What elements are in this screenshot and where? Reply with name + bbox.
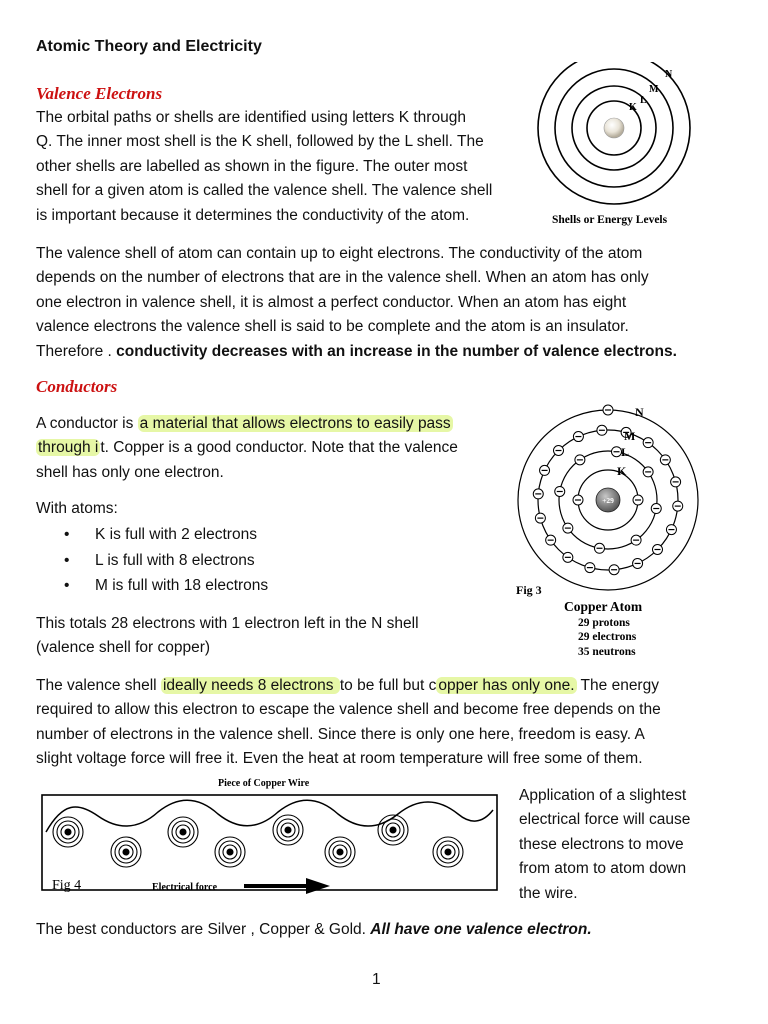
copper-electrons: 29 electrons <box>578 631 637 643</box>
text-span: A conductor is <box>36 415 138 432</box>
text-span: to be full but c <box>339 677 437 694</box>
shells-figure <box>530 62 700 242</box>
text-span: The best conductors are Silver , Copper & Gold. <box>36 921 371 938</box>
nucleus <box>604 118 624 138</box>
text-line: these electrons to move <box>519 835 684 853</box>
shell-label-k: K <box>629 102 637 113</box>
wire-atom-ring <box>123 849 129 855</box>
text-line <box>36 412 506 436</box>
best-conductors-line <box>36 918 736 942</box>
page-number: 1 <box>372 971 381 988</box>
text-line <box>36 436 506 460</box>
text-line: The orbital paths or shells are identified using letters K through <box>36 109 466 126</box>
figure-caption: Shells or Energy Levels <box>552 214 668 226</box>
list-item: • M is full with 18 electrons <box>36 573 268 599</box>
text-line: the wire. <box>519 884 578 902</box>
conductor-paragraph-1 <box>36 412 506 485</box>
section-heading-conductors: Conductors <box>36 377 118 396</box>
with-atoms-label: With atoms: <box>36 500 118 517</box>
text-line: number of electrons in the valence shell. Since there is only one here, freedom is easy. A <box>36 725 645 743</box>
wire-outline <box>42 795 497 890</box>
text-line <box>36 674 736 698</box>
bold-italic-note: All have one valence electron. <box>370 921 592 938</box>
page-title: Atomic Theory and Electricity <box>36 38 262 55</box>
text-line: electrical force will cause <box>519 811 691 829</box>
highlight: through i <box>38 439 99 457</box>
fig3-label: Fig 3 <box>516 583 542 597</box>
list-item: • L is full with 8 electrons <box>36 548 268 574</box>
nucleus-charge: +29 <box>602 496 614 505</box>
conductor-paragraph-3 <box>36 674 736 772</box>
wire-atom-ring <box>227 849 233 855</box>
copper-label-k: K <box>617 464 627 478</box>
bold-conclusion: conductivity decreases with an increase in the number of valence electrons. <box>116 342 677 360</box>
shell-capacity-list <box>36 522 268 599</box>
copper-wire-figure <box>38 772 504 902</box>
text-line: from atom to atom down <box>519 860 687 878</box>
application-paragraph <box>519 784 739 906</box>
shell-label-l: L <box>640 95 647 106</box>
section-heading-valence: Valence Electrons <box>36 84 163 103</box>
fig4-label: Fig 4 <box>52 878 82 893</box>
valence-paragraph-1 <box>36 106 526 228</box>
text-span: The energy <box>576 677 659 694</box>
copper-title: Copper Atom <box>564 599 643 614</box>
text-line: is important because it determines the conductivity of the atom. <box>36 206 470 224</box>
electron-path <box>46 800 493 832</box>
text-line: The valence shell of atom can contain up to eight electrons. The conductivity of the atom <box>36 245 643 262</box>
text-line: Application of a slightest <box>519 787 687 804</box>
text-line: one electron in valence shell, it is almost a perfect conductor. When an atom has eight <box>36 293 627 311</box>
wire-atom-ring <box>390 827 396 833</box>
force-arrow-head <box>306 878 330 894</box>
copper-label-l: L <box>621 445 630 459</box>
text-line: slight voltage force will free it. Even the heat at room temperature will free some of them. <box>36 750 643 768</box>
wire-title: Piece of Copper Wire <box>218 778 310 789</box>
wire-atom-ring <box>65 829 71 835</box>
text-line: other shells are labelled as shown in the figure. The outer most <box>36 157 468 175</box>
wire-atom-ring <box>445 849 451 855</box>
text-span: t. Copper is a good conductor. Note that the valence <box>100 439 458 457</box>
highlight: opper has only one. <box>438 677 575 694</box>
shell-label-m: M <box>649 84 659 95</box>
highlight: a material that allows electrons to easily pass <box>139 415 451 432</box>
text-line: This totals 28 electrons with 1 electron left in the N shell <box>36 615 419 632</box>
copper-label-n: N <box>635 405 644 419</box>
copper-label-m: M <box>624 429 636 443</box>
highlight: ideally needs 8 electrons <box>162 677 338 694</box>
wire-atom-ring <box>337 849 343 855</box>
text-line: valence electrons the valence shell is said to be complete and the atom is an insulator. <box>36 318 629 336</box>
wire-atom-ring <box>285 827 291 833</box>
text-line <box>36 340 736 364</box>
force-label: Electrical force <box>152 882 218 893</box>
copper-atom-figure <box>512 400 712 660</box>
text-line: Q. The inner most shell is the K shell, followed by the L shell. The <box>36 133 484 151</box>
wire-atom-group <box>53 815 463 867</box>
text-line: (valence shell for copper) <box>36 639 211 657</box>
text-line: required to allow this electron to escape the valence shell and become free depends on the <box>36 701 661 719</box>
text-span: Therefore . <box>36 342 117 360</box>
copper-protons: 29 protons <box>578 617 630 629</box>
text-line: shell has only one electron. <box>36 463 224 481</box>
text-span: The valence shell <box>36 677 161 694</box>
copper-neutrons: 35 neutrons <box>578 646 636 658</box>
shell-label-n: N <box>665 69 673 80</box>
text-line: depends on the number of electrons that are in the valence shell. When an atom has only <box>36 269 649 287</box>
totals-paragraph <box>36 612 506 661</box>
list-item: • K is full with 2 electrons <box>36 522 268 548</box>
text-line: shell for a given atom is called the valence shell. The valence shell <box>36 182 493 200</box>
wire-atom-ring <box>180 829 186 835</box>
valence-paragraph-2 <box>36 242 736 364</box>
